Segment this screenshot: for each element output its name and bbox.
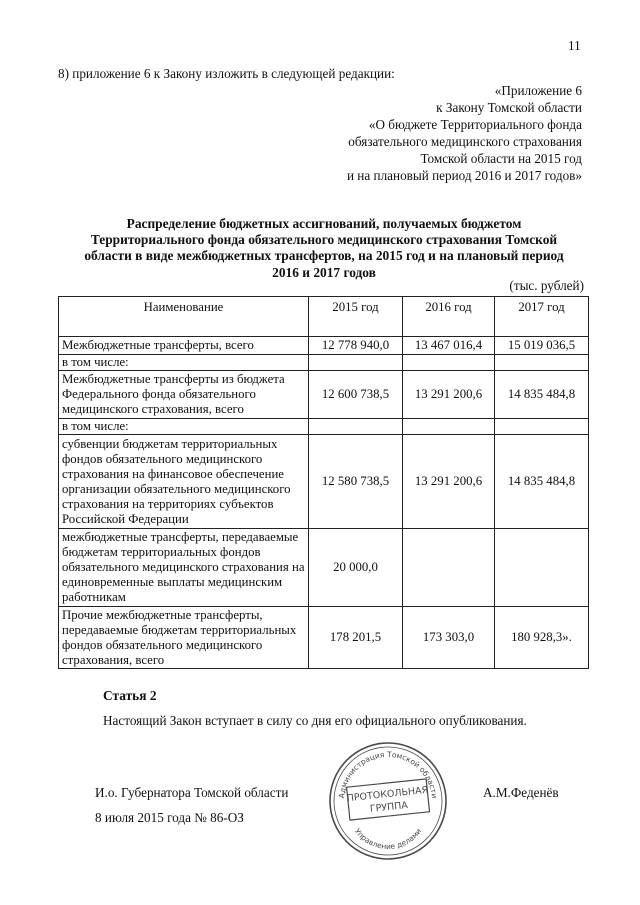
appendix-header-line: к Закону Томской области xyxy=(436,100,582,115)
row-name: в том числе: xyxy=(59,419,309,435)
header-2017: 2017 год xyxy=(495,297,589,337)
row-value-2016 xyxy=(403,355,495,371)
row-value-2015: 12 778 940,0 xyxy=(309,337,403,355)
stamp-outer-text: Администрация Томской области xyxy=(337,749,439,799)
table-row xyxy=(59,371,589,419)
row-name: в том числе: xyxy=(59,355,309,371)
row-value-2017 xyxy=(495,529,589,607)
row-value-2015: 178 201,5 xyxy=(309,607,403,669)
stamp-line-2: ГРУППА xyxy=(369,799,409,815)
units-label: (тыс. рублей) xyxy=(509,278,584,293)
signature-name: А.М.Феденёв xyxy=(483,785,559,800)
title-line: Территориального фонда обязательного медицинского страхования Томской xyxy=(90,232,558,248)
law-date: 8 июля 2015 года № 86-ОЗ xyxy=(95,810,244,825)
appendix-header xyxy=(347,82,582,184)
row-value-2017: 15 019 036,5 xyxy=(495,337,589,355)
article-text: Настоящий Закон вступает в силу со дня его официального опубликования. xyxy=(103,713,527,728)
table-row xyxy=(59,419,589,435)
appendix-header-line: «О бюджете Территориального фонда xyxy=(368,117,582,132)
intro-text: 8) приложение 6 к Закону изложить в следующей редакции: xyxy=(58,66,395,81)
appendix-header-line: и на плановый период 2016 и 2017 годов» xyxy=(346,168,582,183)
official-stamp xyxy=(326,739,450,863)
appendix-header-line: обязательного медицинского страхования xyxy=(348,134,582,149)
title-line: Распределение бюджетных ассигнований, получаемых бюджетом xyxy=(126,216,522,231)
table-row xyxy=(59,355,589,371)
row-name: Прочие межбюджетные трансферты, передаваемые бюджетам территориальных фондов обязательного медицинского страхования, всего xyxy=(59,607,309,669)
table-title xyxy=(60,216,588,281)
row-value-2017: 180 928,3». xyxy=(495,607,589,669)
title-line: 2016 и 2017 годов xyxy=(272,264,376,280)
row-value-2015: 20 000,0 xyxy=(309,529,403,607)
stamp-bottom-text: Управление делами xyxy=(352,826,424,852)
header-name: Наименование xyxy=(59,297,309,337)
row-value-2015 xyxy=(309,419,403,435)
stamp-line-1: ПРОТОКОЛЬНАЯ xyxy=(346,784,429,805)
row-name: субвенции бюджетам территориальных фондов обязательного медицинского страхования на финансовое обеспечение организации обязательного медицинского страхования на территориях субъектов Российской Федерации xyxy=(59,435,309,529)
table-row xyxy=(59,529,589,607)
budget-table xyxy=(58,296,589,669)
row-value-2017 xyxy=(495,355,589,371)
row-value-2017: 14 835 484,8 xyxy=(495,435,589,529)
row-name: Межбюджетные трансферты, всего xyxy=(59,337,309,355)
row-name: Межбюджетные трансферты из бюджета Федерального фонда обязательного медицинского страхования, всего xyxy=(59,371,309,419)
row-value-2016: 13 467 016,4 xyxy=(403,337,495,355)
row-value-2016 xyxy=(403,419,495,435)
row-value-2016: 13 291 200,6 xyxy=(403,435,495,529)
appendix-header-line: Томской области на 2015 год xyxy=(420,151,582,166)
page-number: 11 xyxy=(568,38,581,53)
row-name: межбюджетные трансферты, передаваемые бюджетам территориальных фондов обязательного медицинского страхования на единовременные выплаты медицинским работникам xyxy=(59,529,309,607)
article-title: Статья 2 xyxy=(103,688,157,703)
row-value-2017 xyxy=(495,419,589,435)
row-value-2017: 14 835 484,8 xyxy=(495,371,589,419)
table-row xyxy=(59,435,589,529)
row-value-2016: 173 303,0 xyxy=(403,607,495,669)
title-line: области в виде межбюджетных трансфертов, на 2015 год и на плановый период xyxy=(84,248,564,264)
table-row xyxy=(59,607,589,669)
appendix-header-line: «Приложение 6 xyxy=(494,83,582,98)
row-value-2016: 13 291 200,6 xyxy=(403,371,495,419)
table-row xyxy=(59,337,589,355)
row-value-2016 xyxy=(403,529,495,607)
governor-title: И.о. Губернатора Томской области xyxy=(95,785,289,800)
row-value-2015: 12 580 738,5 xyxy=(309,435,403,529)
header-2016: 2016 год xyxy=(403,297,495,337)
row-value-2015 xyxy=(309,355,403,371)
header-2015: 2015 год xyxy=(309,297,403,337)
row-value-2015: 12 600 738,5 xyxy=(309,371,403,419)
table-header-row xyxy=(59,297,589,337)
